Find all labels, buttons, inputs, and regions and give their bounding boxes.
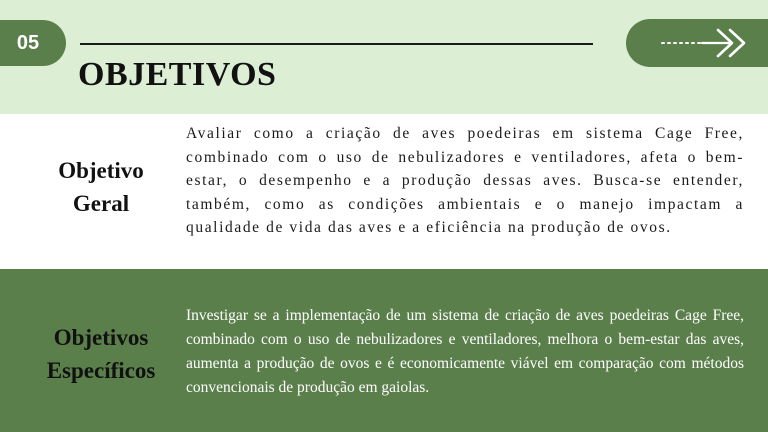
objetivos-especificos-section <box>0 269 768 432</box>
objetivo-geral-label-line1: Objetivo <box>58 158 144 183</box>
objetivo-geral-label <box>20 154 182 220</box>
objetivo-geral-text: Avaliar como a criação de aves poedeiras em sistema Cage Free, combinado com o uso de nebulizadores e ventiladores, afeta o bem-estar, o desempenho e a produção dessas aves. Busca-se entender, também, como as condições ambientais e o manejo impactam a qualidade de vida das aves e a eficiência na produção de ovos. <box>186 125 744 236</box>
slide-number-badge: 05 <box>0 20 66 66</box>
page-title: OBJETIVOS <box>78 56 277 93</box>
objetivo-geral-section <box>0 114 768 269</box>
objetivos-especificos-label <box>20 321 182 387</box>
title-divider <box>80 43 593 45</box>
objetivos-especificos-label-line1: Objetivos <box>53 325 149 350</box>
objetivos-especificos-label-line2: Específicos <box>46 358 156 383</box>
objetivos-especificos-text: Investigar se a implementação de um sistema de criação de aves poedeiras Cage Free, combinado com o uso de nebulizadores e ventiladores, melhora o bem-estar das aves, aumenta a produção de ovos e é economicamente viável em comparação com métodos convencionais de produção em gaiolas. <box>186 307 744 396</box>
header-band <box>0 0 768 114</box>
objetivo-geral-label-line2: Geral <box>72 191 130 216</box>
dotted-double-chevron-right-icon <box>660 27 750 59</box>
next-slide-button[interactable] <box>626 19 768 67</box>
